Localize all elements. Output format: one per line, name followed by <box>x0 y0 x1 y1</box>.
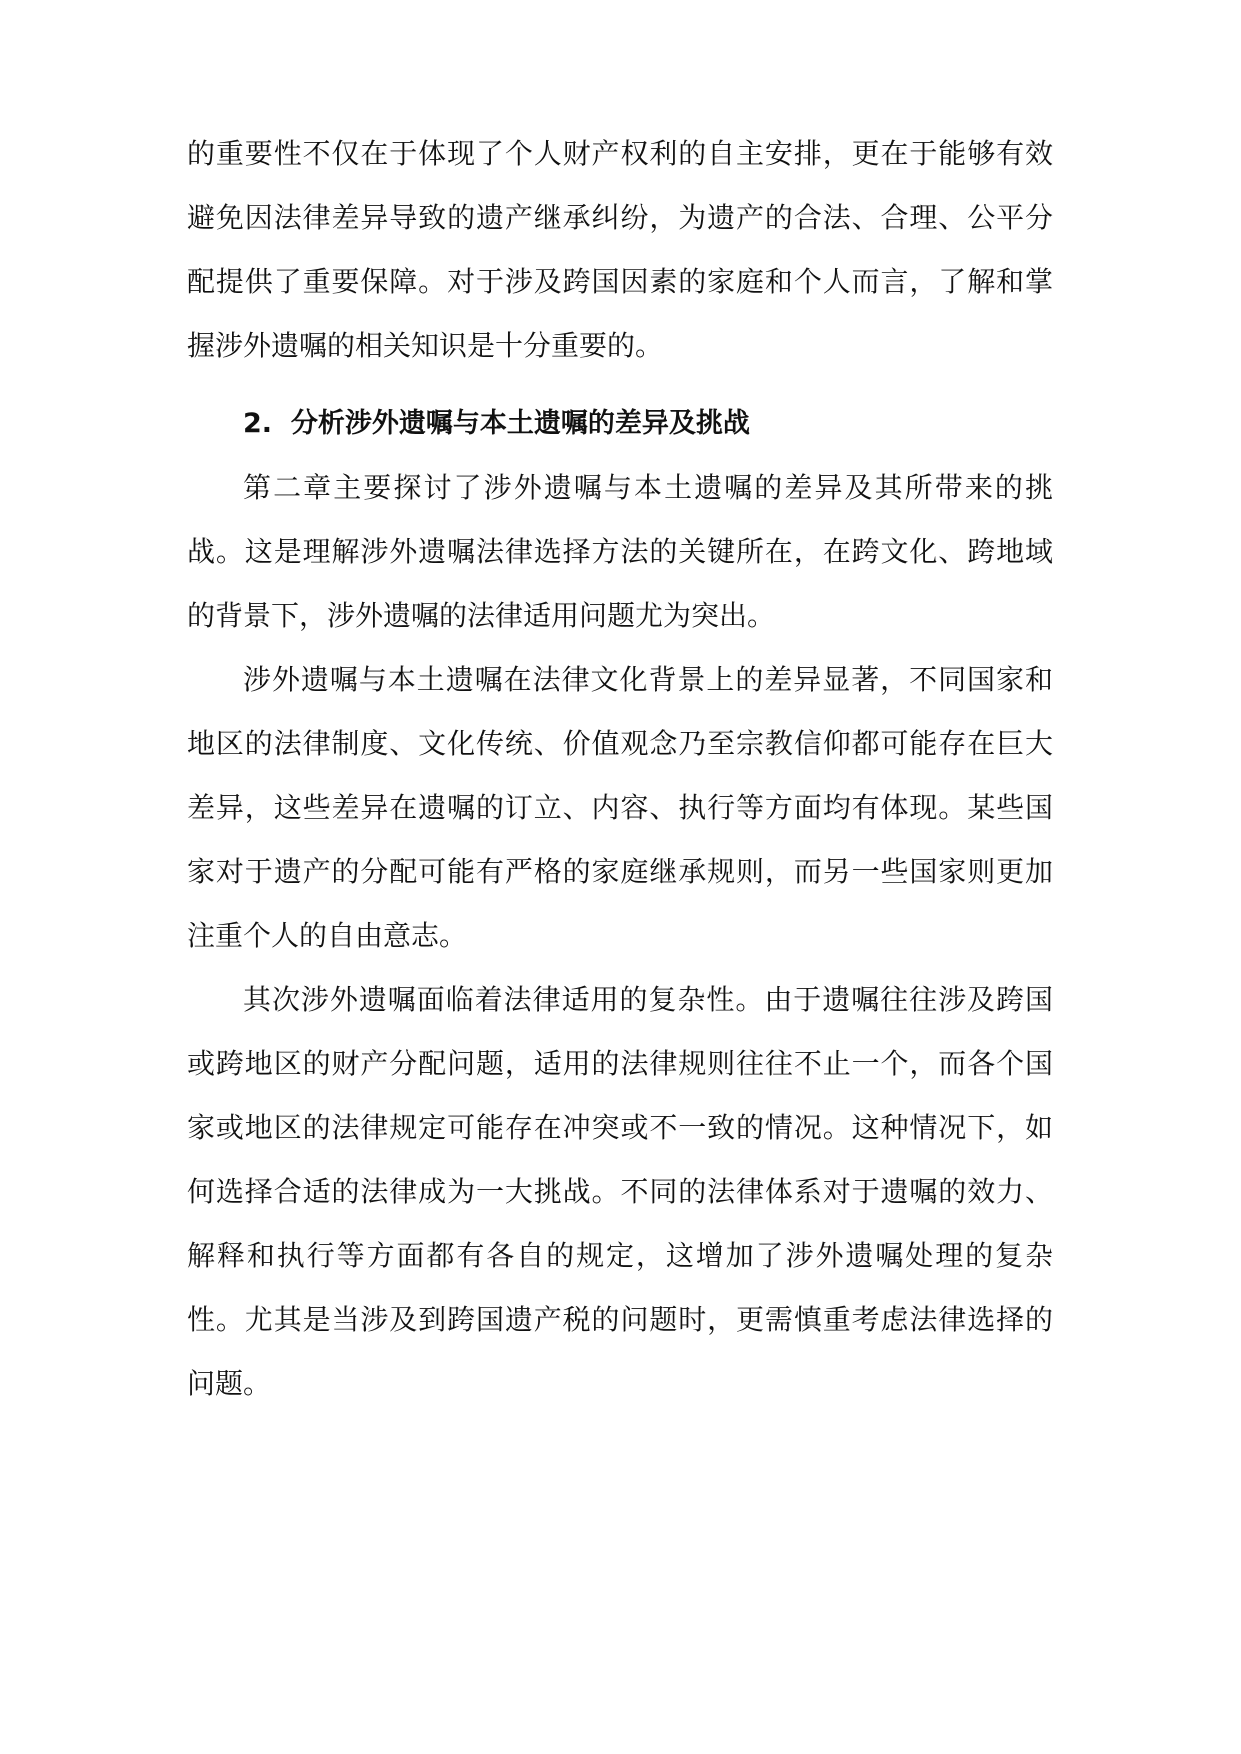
section-number: 2. <box>243 408 273 439</box>
body-paragraph-3: 其次涉外遗嘱面临着法律适用的复杂性。由于遗嘱往往涉及跨国或跨地区的财产分配问题，适用的法律规则往往不止一个，而各个国家或地区的法律规定可能存在冲突或不一致的情况。这种情况下，如何选择合适的法律成为一大挑战。不同的法律体系对于遗嘱的效力、解释和执行等方面都有各自的规定，这增加了涉外遗嘱处理的复杂性。尤其是当涉及到跨国遗产税的问题时，更需慎重考虑法律选择的问题。 <box>187 983 1053 1400</box>
continuation-paragraph: 的重要性不仅在于体现了个人财产权利的自主安排，更在于能够有效避免因法律差异导致的遗产继承纠纷，为遗产的合法、合理、公平分配提供了重要保障。对于涉及跨国因素的家庭和个人而言，了解和掌握涉外遗嘱的相关知识是十分重要的。 <box>187 137 1053 362</box>
body-paragraph-2: 涉外遗嘱与本土遗嘱在法律文化背景上的差异显著，不同国家和地区的法律制度、文化传统、价值观念乃至宗教信仰都可能存在巨大差异，这些差异在遗嘱的订立、内容、执行等方面均有体现。某些国家对于遗产的分配可能有严格的家庭继承规则，而另一些国家则更加注重个人的自由意志。 <box>187 663 1053 952</box>
document-body <box>187 122 1053 1416</box>
section-heading <box>187 392 1053 456</box>
section-title: 分析涉外遗嘱与本土遗嘱的差异及挑战 <box>290 408 750 439</box>
body-paragraph-1: 第二章主要探讨了涉外遗嘱与本土遗嘱的差异及其所带来的挑战。这是理解涉外遗嘱法律选择方法的关键所在，在跨文化、跨地域的背景下，涉外遗嘱的法律适用问题尤为突出。 <box>187 471 1053 632</box>
section-gap <box>187 378 1053 392</box>
